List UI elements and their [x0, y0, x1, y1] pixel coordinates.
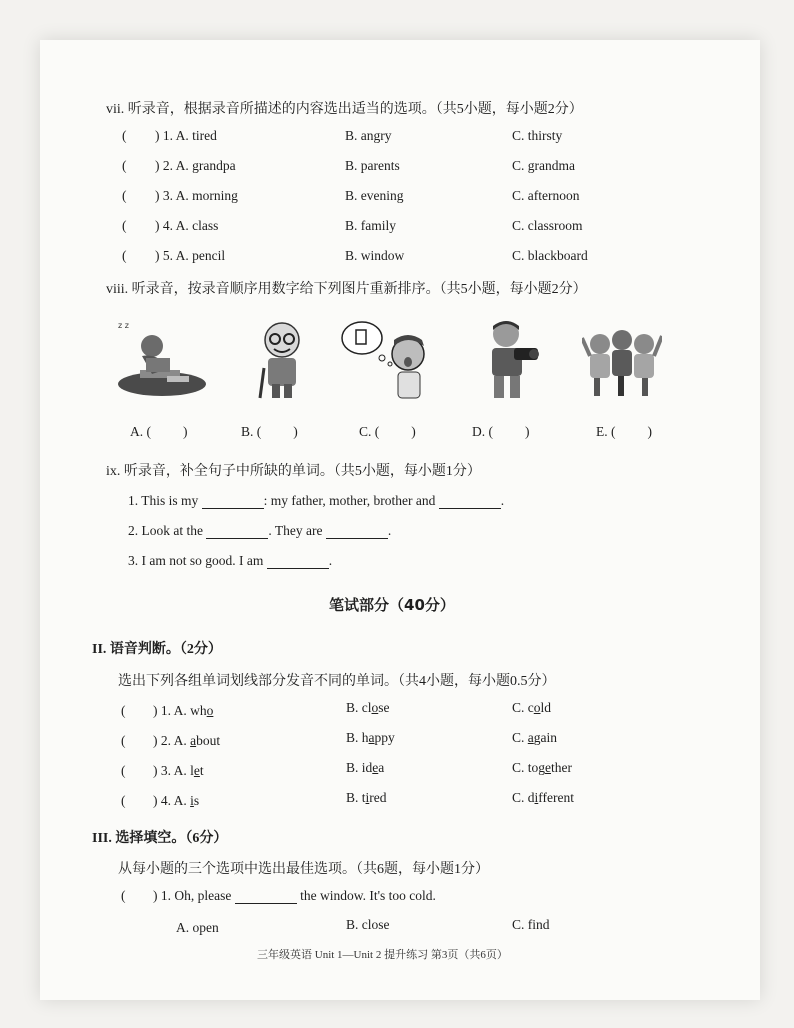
tired-student-picture [112, 318, 207, 400]
boy-with-camera-picture [482, 318, 544, 402]
phonics-q1-b: B. close [346, 700, 390, 715]
svg-text:z z: z z [118, 321, 129, 330]
option-c: C. grandma [512, 158, 575, 173]
sentence-2: 2. Look at the . They are . [128, 523, 392, 538]
paren-open: ( [122, 158, 127, 173]
answer-blank[interactable] [235, 889, 297, 904]
phonics-q1-c: C. cold [512, 700, 552, 715]
sentence-1: 1. This is my : my father, mother, brother and . [128, 493, 505, 508]
option-c: C. classroom [512, 218, 583, 233]
question-5: ) 5. A. pencil [155, 248, 226, 263]
option-b: B. angry [345, 128, 392, 143]
phonics-q4-a: ) 4. A. is [153, 793, 200, 808]
part3-heading: III. 选择填空。（6分） [92, 831, 228, 846]
phonics-q1-a: ) 1. A. who [153, 703, 214, 718]
page-footer: 三年级英语 Unit 1—Unit 2 提升练习 第3页（共6页） [257, 949, 508, 961]
picture-c-label: C. ( ) [359, 424, 416, 439]
paren-open: ( [121, 888, 126, 903]
phonics-q3-a: ) 3. A. let [153, 763, 204, 778]
picture-d-label: D. ( ) [472, 424, 530, 439]
phonics-q4-b: B. tired [346, 790, 387, 805]
answer-blank[interactable] [202, 494, 264, 509]
paren-open: ( [121, 763, 126, 778]
section8-heading: viii. 听录音，按录音顺序用数字给下列图片重新排序。（共5小题，每小题2分） [106, 282, 587, 297]
option-b: B. evening [345, 188, 404, 203]
worksheet-page [40, 40, 760, 1000]
answer-blank[interactable] [326, 524, 388, 539]
question-1: ) 1. A. tired [155, 128, 217, 143]
part2-heading: II. 语音判断。（2分） [92, 642, 222, 657]
written-part-title: 笔试部分（40分） [329, 596, 455, 614]
option-b: B. parents [345, 158, 400, 173]
section9-heading: ix. 听录音，补全句子中所缺的单词。（共5小题，每小题1分） [106, 464, 481, 479]
part2-instructions: 选出下列各组单词划线部分发音不同的单词。（共4小题，每小题0.5分） [118, 674, 556, 689]
option-c: C. afternoon [512, 188, 580, 203]
section7-heading: vii. 听录音，根据录音所描述的内容选出适当的选项。（共5小题，每小题2分） [106, 102, 583, 117]
phonics-q2-a: ) 2. A. about [153, 733, 221, 748]
paren-open: ( [122, 218, 127, 233]
choice-q1: ) 1. Oh, please the window. It's too cold. [153, 888, 436, 903]
question-4: ) 4. A. class [155, 218, 219, 233]
choice-q1-a: A. open [176, 920, 219, 935]
paren-open: ( [122, 188, 127, 203]
phonics-q2-c: C. again [512, 730, 558, 745]
option-b: B. family [345, 218, 396, 233]
grandpa-picture [252, 318, 312, 400]
option-c: C. blackboard [512, 248, 588, 263]
choice-q1-b: B. close [346, 917, 390, 932]
option-c: C. thirsty [512, 128, 563, 143]
option-b: B. window [345, 248, 405, 263]
question-3: ) 3. A. morning [155, 188, 238, 203]
thirsty-boy-picture [338, 318, 438, 400]
phonics-q3-b: B. idea [346, 760, 385, 775]
part3-instructions: 从每小题的三个选项中选出最佳选项。（共6题，每小题1分） [118, 862, 489, 877]
paren-open: ( [121, 733, 126, 748]
picture-b-label: B. ( ) [241, 424, 298, 439]
paren-open: ( [121, 793, 126, 808]
paren-open: ( [121, 703, 126, 718]
question-2: ) 2. A. grandpa [155, 158, 236, 173]
choice-q1-c: C. find [512, 917, 550, 932]
answer-blank[interactable] [439, 494, 501, 509]
paren-open: ( [122, 248, 127, 263]
picture-a-label: A. ( ) [130, 424, 188, 439]
phonics-q3-c: C. together [512, 760, 573, 775]
phonics-q2-b: B. happy [346, 730, 395, 745]
answer-blank[interactable] [206, 524, 268, 539]
phonics-q4-c: C. different [512, 790, 575, 805]
answer-blank[interactable] [267, 554, 329, 569]
sentence-3: 3. I am not so good. I am . [128, 553, 333, 568]
happy-children-picture [582, 318, 662, 400]
paren-open: ( [122, 128, 127, 143]
picture-e-label: E. ( ) [596, 424, 652, 439]
